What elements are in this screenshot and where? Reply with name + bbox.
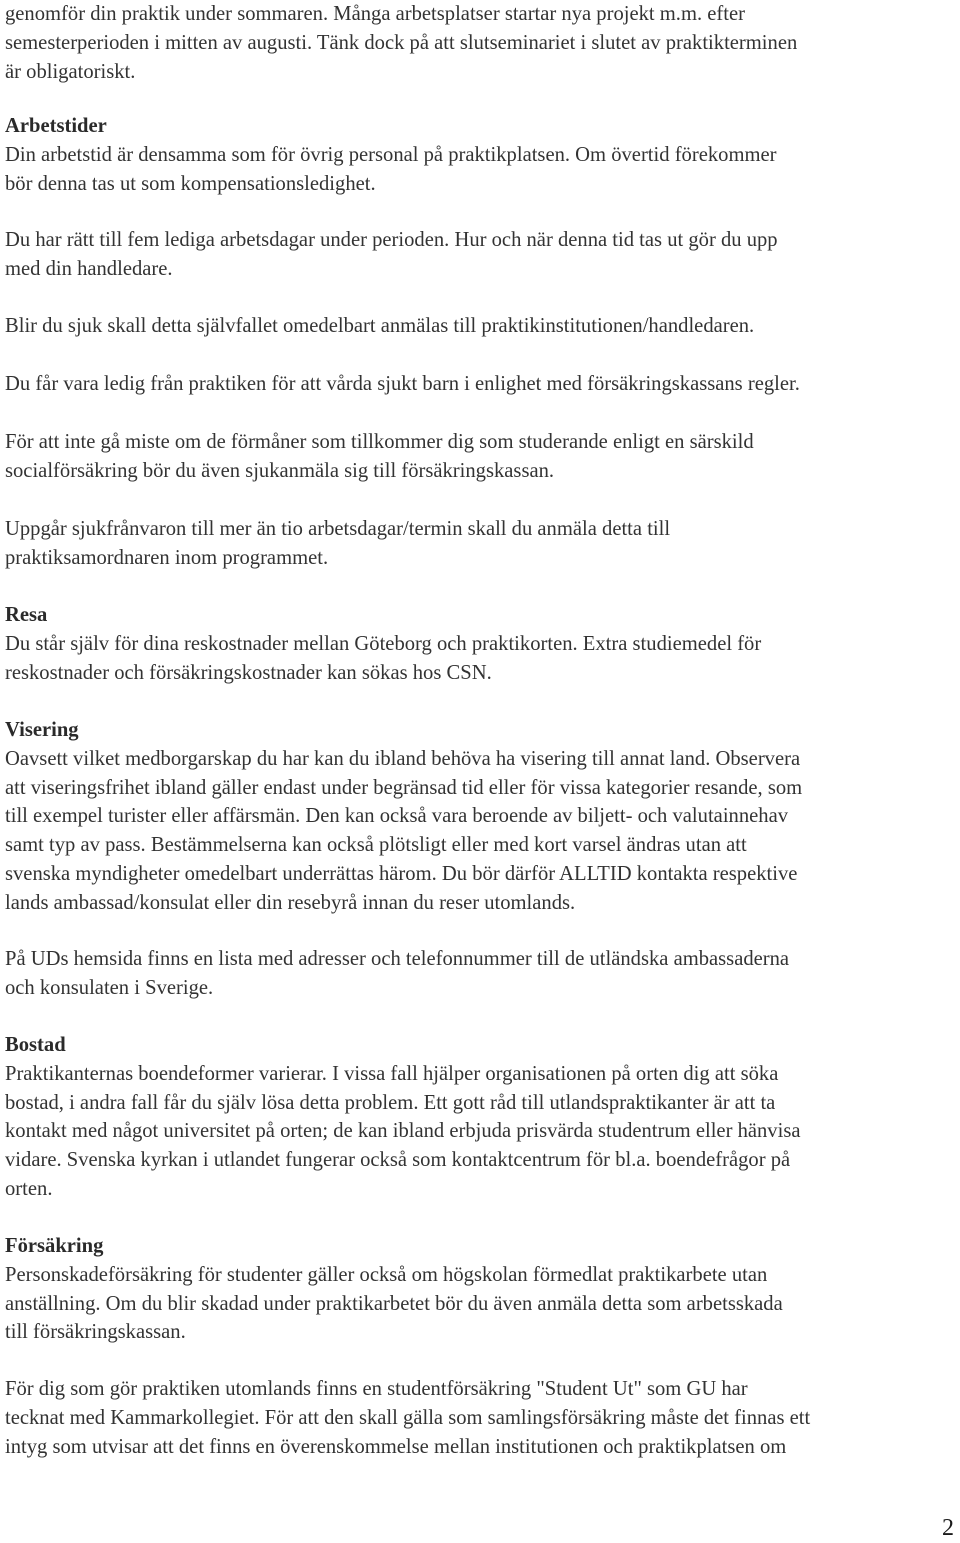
section-arbetstider	[5, 112, 776, 198]
paragraph	[5, 226, 778, 284]
text-line: Praktikanternas boendeformer varierar. I vissa fall hjälper organisationen på orten dig att söka	[5, 1062, 779, 1085]
text-line: Uppgår sjukfrånvaron till mer än tio arbetsdagar/termin skall du anmäla detta till	[5, 518, 671, 540]
text-line: att viseringsfrihet ibland gäller endast under begränsad tid eller för vissa kategorier resande, som	[5, 776, 803, 799]
section-heading: Bostad	[5, 1034, 66, 1056]
text-line: Du står själv för dina reskostnader mellan Göteborg och praktikorten. Extra studiemedel för	[5, 632, 762, 655]
paragraph	[5, 428, 754, 486]
paragraph	[5, 370, 800, 399]
text-line: socialförsäkring bör du även sjukanmäla sig till försäkringskassan.	[5, 459, 555, 482]
text-line: bör denna tas ut som kompensationsledighet.	[5, 172, 376, 195]
text-line: reskostnader och försäkringskostnader kan sökas hos CSN.	[5, 661, 492, 684]
paragraph	[5, 141, 776, 199]
text-line: Blir du sjuk skall detta självfallet omedelbart anmälas till praktikinstitutionen/handledaren.	[5, 315, 755, 337]
text-line: och konsulaten i Sverige.	[5, 976, 214, 999]
text-line: praktiksamordnaren inom programmet.	[5, 546, 329, 569]
text-line: genomför din praktik under sommaren. Många arbetsplatser startar nya projekt m.m. efter	[5, 3, 745, 25]
text-line: svenska myndigheter omedelbart underrättas härom. Du bör därför ALLTID kontakta respektive	[5, 862, 798, 885]
text-line: lands ambassad/konsulat eller din resebyrå innan du reser utomlands.	[5, 891, 576, 914]
section-forsakring	[5, 1232, 783, 1347]
text-line: För att inte gå miste om de förmåner som tillkommer dig som studerande enligt en särskild	[5, 431, 754, 453]
text-line: orten.	[5, 1177, 53, 1200]
page-number: 2	[942, 1515, 954, 1541]
text-line: till försäkringskassan.	[5, 1321, 186, 1344]
section-bostad	[5, 1031, 800, 1204]
paragraph	[5, 1375, 810, 1461]
text-line: tecknat med Kammarkollegiet. För att den skall gälla som samlingsförsäkring måste det finnas ett	[5, 1406, 811, 1429]
section-resa	[5, 601, 761, 687]
text-line: anställning. Om du blir skadad under praktikarbetet bör du även anmäla detta som arbetsskada	[5, 1292, 783, 1315]
text-line: Du har rätt till fem lediga arbetsdagar under perioden. Hur och när denna tid tas ut gör du upp	[5, 229, 778, 251]
paragraph	[5, 945, 789, 1003]
text-line: På UDs hemsida finns en lista med adresser och telefonnummer till de utländska ambassaderna	[5, 948, 790, 970]
text-line: kontakt med något universitet på orten; de kan ibland erbjuda prisvärda studentrum eller hänvisa	[5, 1120, 801, 1143]
section-heading: Visering	[5, 719, 79, 741]
text-line: är obligatoriskt.	[5, 60, 136, 83]
paragraph	[5, 745, 802, 918]
paragraph	[5, 312, 754, 341]
text-line: semesterperioden i mitten av augusti. Tänk dock på att slutseminariet i slutet av praktikterminen	[5, 31, 798, 54]
section-heading: Försäkring	[5, 1235, 104, 1257]
paragraph	[5, 630, 761, 688]
text-line: Personskadeförsäkring för studenter gäller också om högskolan förmedlat praktikarbete utan	[5, 1263, 768, 1286]
section-heading: Resa	[5, 604, 48, 626]
text-line: Du får vara ledig från praktiken för att vårda sjukt barn i enlighet med försäkringskassans regler.	[5, 373, 800, 395]
text-line: bostad, i andra fall får du själv lösa detta problem. Ett gott råd till utlandspraktikanter är att ta	[5, 1091, 776, 1114]
text-line: samt typ av pass. Bestämmelserna kan också plötsligt eller med kort varsel ändras utan att	[5, 834, 747, 857]
text-line: Din arbetstid är densamma som för övrig personal på praktikplatsen. Om övertid förekommer	[5, 143, 777, 166]
text-line: Oavsett vilket medborgarskap du har kan du ibland behöva ha visering till annat land. Observera	[5, 747, 801, 770]
paragraph	[5, 1261, 783, 1347]
text-line: vidare. Svenska kyrkan i utlandet fungerar också som kontaktcentrum för bl.a. boendefrågor på	[5, 1149, 791, 1172]
text-line: För dig som gör praktiken utomlands finns en studentförsäkring "Student Ut" som GU har	[5, 1378, 748, 1400]
section-visering	[5, 716, 802, 918]
text-line: till exempel turister eller affärsmän. Den kan också vara beroende av biljett- och valutainnehav	[5, 805, 789, 828]
text-line: med din handledare.	[5, 257, 173, 280]
section-heading: Arbetstider	[5, 115, 107, 137]
paragraph	[5, 515, 670, 573]
paragraph	[5, 1060, 800, 1204]
text-line: intyg som utvisar att det finns en överenskommelse mellan institutionen och praktikplatsen om	[5, 1435, 787, 1458]
intro-paragraph	[5, 0, 797, 86]
